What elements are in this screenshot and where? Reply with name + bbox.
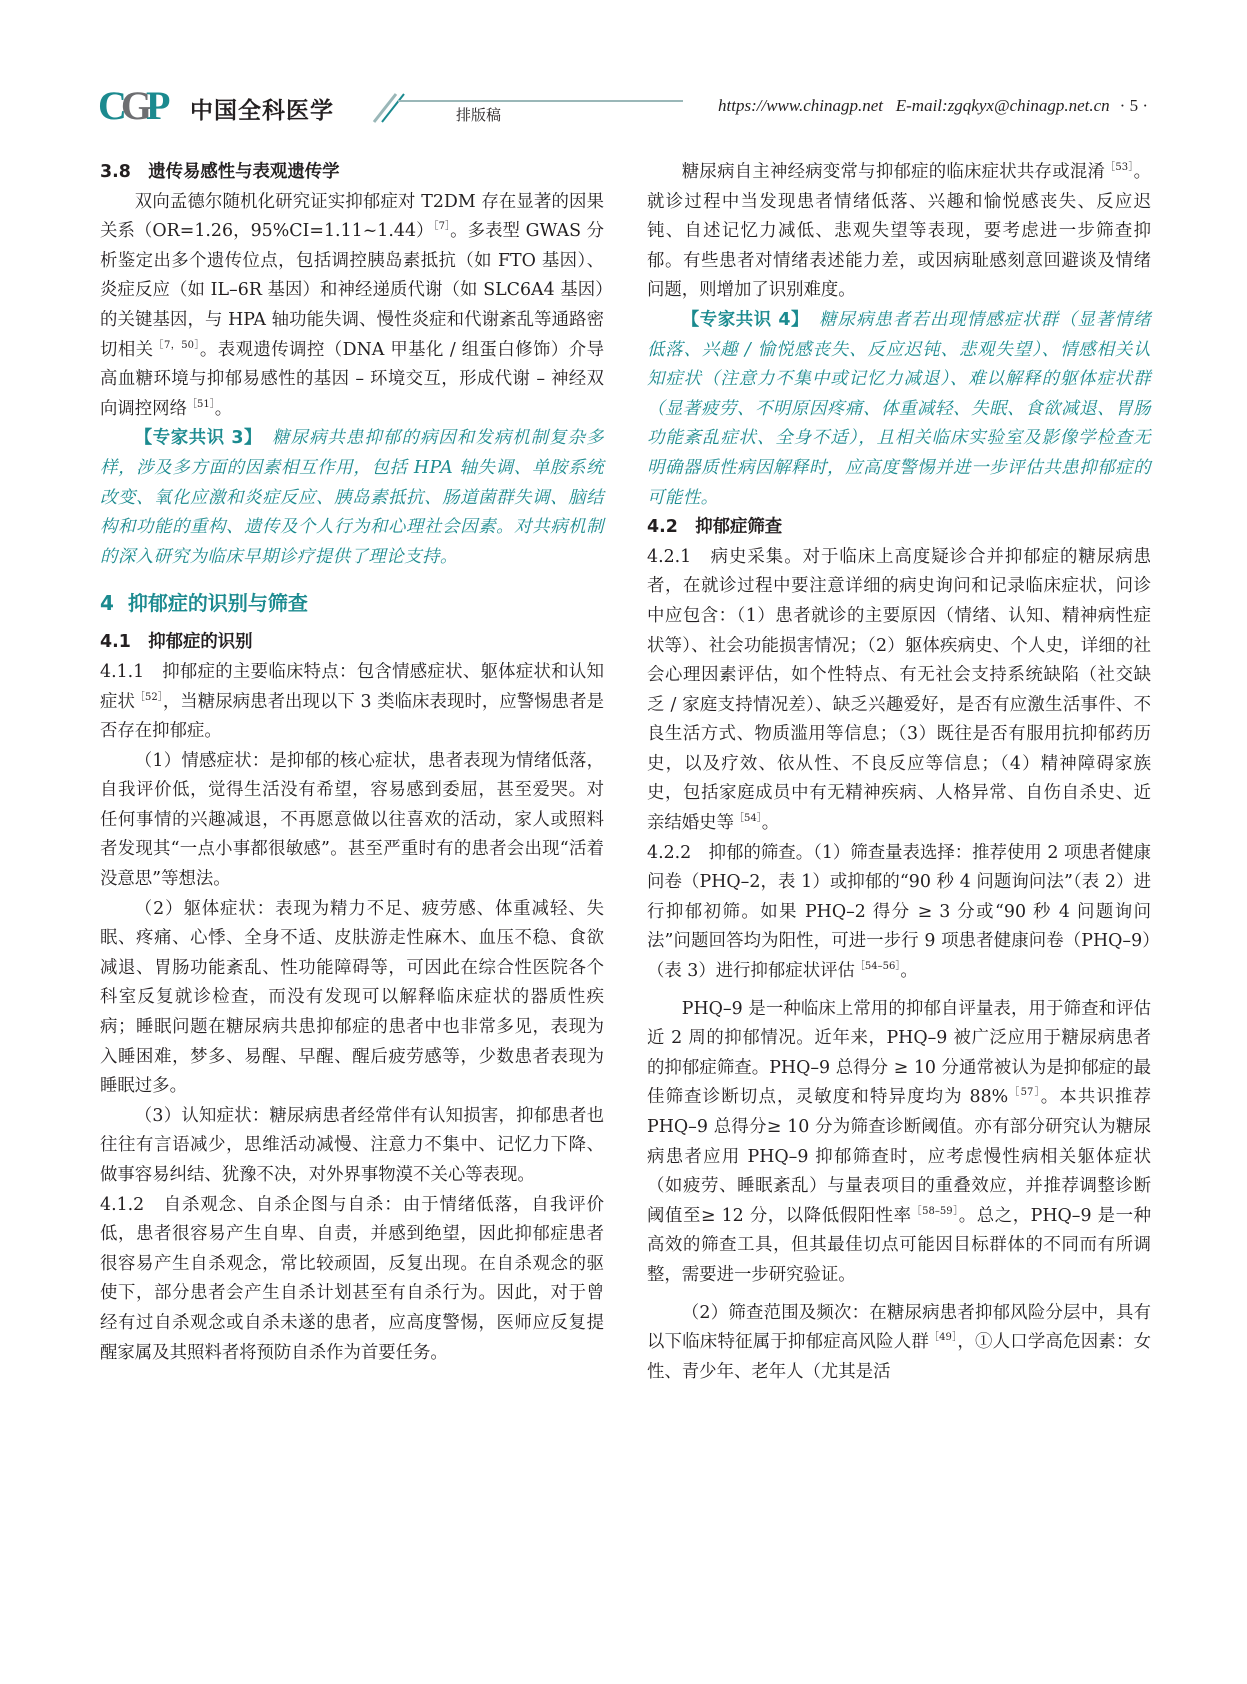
logo-letter-c: C	[98, 83, 121, 128]
section-4-1-1-paragraph: 4.1.1 抑郁症的主要临床特点：包含情感症状、躯体症状和认知症状$^{[52]}$，当糖尿病患者出现以下 3 类临床表现时，应警惕患者是否存在抑郁症。	[100, 661, 604, 742]
page-number: · 5 ·	[1119, 96, 1148, 115]
citation[interactable]: ［51］	[186, 398, 215, 410]
consensus-tag: 【专家共识 4】	[681, 309, 809, 330]
phq9-paragraph: PHQ–9 是一种临床上常用的抑郁自评量表，用于筛查和评估近 2 周的抑郁情况。近年来，PHQ–9 被广泛应用于糖尿病患者的抑郁症筛查。PHQ–9 总得分 ≥ 10 分通常被认为是抑郁症的最佳筛查诊断切点，灵敏度和特异度均为 88%$^{[57]}$。本共识推荐 PHQ–9 总得分≥ 10 分为筛查诊断阈值。亦有部分研究认为糖尿病患者应用 PHQ–9 抑郁筛查时，应考虑慢性病相关躯体症状（如疲劳、睡眠紊乱）与量表项目的重叠效应，并推荐调整诊断阈值至≥ 12 分，以降低假阳性率$^{[58-59]}$。总之，PHQ–9 是一种高效的筛查工具，但其最佳切点可能因目标群体的不同而有所调整，需要进一步研究验证。	[647, 998, 1151, 1285]
section-3-8-paragraph: 双向孟德尔随机化研究证实抑郁症对 T2DM 存在显著的因果关系（OR=1.26，95%CI=1.11~1.44）$^{[7]}$。多表型 GWAS 分析鉴定出多个遗传位点，包括调控胰岛素抵抗（如 FTO 基因）、炎症反应（如 IL–6R 基因）和神经递质代谢（如 SLC6A4 基因）的关键基因，与 HPA 轴功能失调、慢性炎症和代谢紊乱等通路密切相关$^{[7,50]}$。表观遗传调控（DNA 甲基化 / 组蛋白修饰）介导高血糖环境与抑郁易感性的基因 – 环境交互，形成代谢 – 神经双向调控网络$^{[51]}$。	[100, 191, 604, 419]
section-3-8-heading: 3.8 遗传易感性与表观遗传学	[100, 162, 340, 182]
logo-letter-p: P	[146, 83, 165, 128]
page-header	[98, 84, 1148, 130]
expert-consensus-4: 【专家共识 4】 糖尿病患者若出现情感症状群（显著情绪低落、兴趣 / 愉悦感丧失、反应迟钝、悲观失望）、情感相关认知症状（注意力不集中或记忆力减退）、难以解释的躯体症状群（显著疲劳、不明原因疼痛、体重减轻、失眠、食欲减退、胃肠功能紊乱症状、全身不适），且相关临床实验室及影像学检查无明确器质性病因解释时，应高度警惕并进一步评估共患抑郁症的可能性。	[647, 309, 1151, 508]
citation[interactable]: ［54–56］	[854, 961, 901, 973]
citation[interactable]: ［7］	[433, 221, 451, 233]
section-4-2-heading: 4.2 抑郁症筛查	[647, 517, 783, 538]
emotional-symptoms-paragraph: （1）情感症状：是抑郁的核心症状，患者表现为情绪低落，自我评价低，觉得生活没有希望，容易感到委屈，甚至爱哭。对任何事情的兴趣减退，不再愿意做以往喜欢的活动，家人或照料者发现其“一点小事都很敏感”。甚至严重时有的患者会出现“活着没意思”等想法。	[100, 750, 604, 890]
journal-logo-mark	[98, 83, 165, 128]
journal-name: 中国全科医学	[190, 98, 334, 124]
section-4-1-2-paragraph: 4.1.2 自杀观念、自杀企图与自杀：由于情绪低落，自我评价低，患者很容易产生自卑、自责，并感到绝望，因此抑郁症患者很容易产生自杀观念，常比较顽固，反复出现。在自杀观念的驱使下，部分患者会产生自杀计划甚至有自杀行为。因此，对于曾经有过自杀观念或自杀未遂的患者，应高度警惕，医师应反复提醒家属及其照料者将预防自杀作为首要任务。	[100, 1194, 604, 1363]
section-4-2-1-paragraph: 4.2.1 病史采集。对于临床上高度疑诊合并抑郁症的糖尿病患者，在就诊过程中要注意详细的病史询问和记录临床症状，问诊中应包含：（1）患者就诊的主要原因（情绪、认知、精神病性症状等）、社会功能损害情况；（2）躯体疾病史、个人史，详细的社会心理因素评估，如个性特点、有无社会支持系统缺陷（社交缺乏 / 家庭支持情况差）、缺乏兴趣爱好，是否有应激生活事件、不良生活方式、物质滥用等信息；（3）既往是否有服用抗抑郁药历史，以及疗效、依从性、不良反应等信息；（4）精神障碍家族史，包括家庭成员中有无精神疾病、人格异常、自伤自杀史、近亲结婚史等$^{[54]}$。	[647, 546, 1151, 834]
citation[interactable]: ［49］	[928, 1332, 958, 1344]
section-4-2-2-paragraph: 4.2.2 抑郁的筛查。（1）筛查量表选择：推荐使用 2 项患者健康问卷（PHQ–2，表 1）或抑郁的“90 秒 4 问题询问法”（表 2）进行抑郁初筛。如果 PHQ–2 得分 ≥ 3 分或“90 秒 4 问题询问法”问题回答均为阳性，可进一步行 9 项患者健康问卷（PHQ–9）（表 3）进行抑郁症状评估$^{[54-56]}$。	[647, 842, 1151, 982]
screening-range-paragraph: （2）筛查范围及频次：在糖尿病患者抑郁风险分层中，具有以下临床特征属于抑郁症高风险人群$^{[49]}$，①人口学高危因素：女性、青少年、老年人（尤其是活	[647, 1302, 1151, 1382]
autonomic-neuropathy-paragraph: 糖尿病自主神经病变常与抑郁症的临床症状共存或混淆$^{[53]}$。就诊过程中当发现患者情绪低落、兴趣和愉悦感丧失、反应迟钝、自述记忆力减低、悲观失望等表现，要考虑进一步筛查抑郁。有些患者对情绪表述能力差，或因病耻感刻意回避谈及情绪问题，则增加了识别难度。	[647, 162, 1151, 301]
header-slash-icon	[366, 90, 406, 124]
citation[interactable]: ［53］	[1105, 162, 1134, 174]
journal-email[interactable]: E-mail:zgqkyx@chinagp.net.cn	[895, 96, 1110, 115]
citation[interactable]: ［54］	[733, 813, 762, 825]
journal-url[interactable]: https://www.chinagp.net	[718, 96, 884, 115]
logo-letter-g: G	[120, 83, 147, 128]
citation[interactable]: ［7，50］	[153, 339, 200, 351]
header-rule	[398, 100, 683, 102]
draft-tag: 排版稿	[456, 106, 502, 124]
section-4-heading: 4 抑郁症的识别与筛查	[100, 591, 308, 616]
cognitive-symptoms-paragraph: （3）认知症状：糖尿病患者经常伴有认知损害，抑郁患者也往往有言语减少，思维活动减慢、注意力不集中、记忆力下降、做事容易纠结、犹豫不决，对外界事物漠不关心等表现。	[100, 1105, 604, 1185]
expert-consensus-3: 【专家共识 3】 糖尿病共患抑郁的病因和发病机制复杂多样，涉及多方面的因素相互作用，包括 HPA 轴失调、单胺系统改变、氧化应激和炎症反应、胰岛素抵抗、肠道菌群失调、脑结构和功能的重构、遗传及个人行为和心理社会因素。对共病机制的深入研究为临床早期诊疗提供了理论支持。	[100, 428, 604, 567]
paragraph-gap	[647, 1291, 1151, 1299]
consensus-tag: 【专家共识 3】	[134, 428, 262, 449]
left-column	[100, 158, 604, 1368]
somatic-symptoms-paragraph: （2）躯体症状：表现为精力不足、疲劳感、体重减轻、失眠、疼痛、心悸、全身不适、皮肤游走性麻木、血压不稳、食欲减退、胃肠功能紊乱、性功能障碍等，可因此在综合性医院各个科室反复就诊检查，而没有发现可以解释临床症状的器质性疾病；睡眠问题在糖尿病共患抑郁症的患者中也非常多见，表现为入睡困难，梦多、易醒、早醒、醒后疲劳感等，少数患者表现为睡眠过多。	[100, 898, 604, 1097]
right-column	[647, 158, 1151, 1387]
section-4-1-heading: 4.1 抑郁症的识别	[100, 632, 253, 653]
header-contact	[718, 96, 1148, 116]
citation[interactable]: ［58–59］	[911, 1205, 959, 1217]
citation[interactable]: ［52］	[134, 691, 163, 703]
citation[interactable]: ［57］	[1008, 1087, 1041, 1099]
paragraph-gap	[647, 987, 1151, 995]
